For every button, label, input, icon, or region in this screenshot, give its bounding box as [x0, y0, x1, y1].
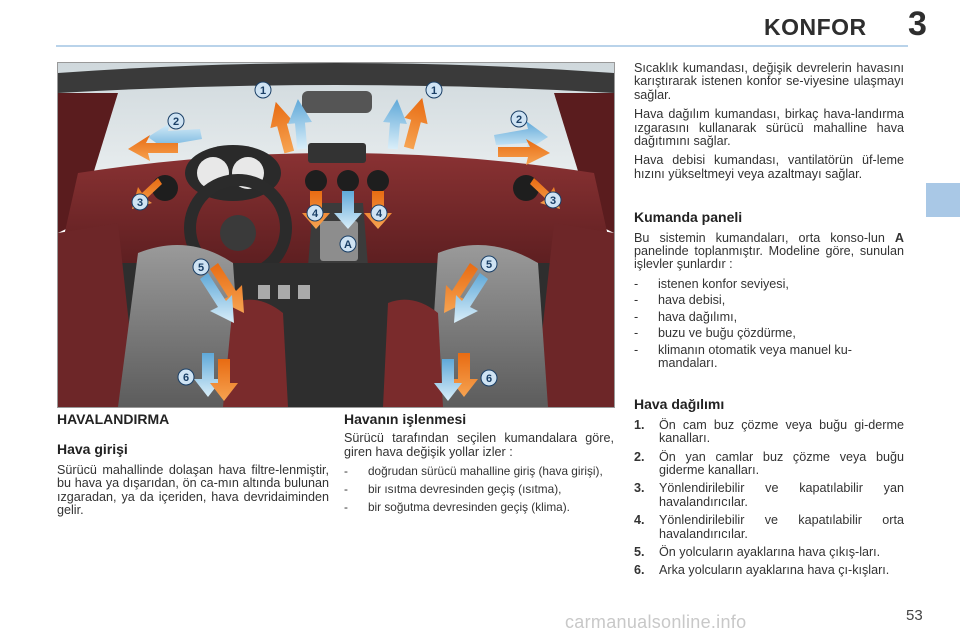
watermark: carmanualsonline.info: [565, 612, 747, 632]
page-title: KONFOR: [764, 14, 867, 40]
chapter-number: 3: [908, 5, 927, 43]
ventilation-illustration: [57, 62, 615, 408]
label-6-right: 6: [485, 373, 493, 385]
section-heading-ventilation: HAVALANDIRMA: [57, 411, 170, 427]
air-intake-paragraph: Sürücü mahallinde dolaşan hava filtre-lenmiştir, bu hava ya dışarıdan, ön ca-mın altında bulunan ızgaradan, ya da içeriden, hava devridaiminden gelir.: [57, 462, 329, 518]
label-3-right: 3: [549, 195, 557, 207]
list-item: - bir soğutma devresinden geçiş (klima).: [344, 499, 570, 514]
air-treatment-section: [344, 413, 614, 519]
list-item: 1. Ön cam buz çözme veya buğu gi-derme kanalları.: [634, 417, 904, 446]
control-panel-paragraph: Bu sistemin kumandaları, orta konso-lun A panelinde toplanmıştır. Modeline göre, sunulan işlevler şunlardır :: [634, 230, 905, 272]
subheading-air-distribution: Hava dağılımı: [634, 396, 725, 413]
label-2-left: 2: [172, 116, 180, 128]
header-divider: [56, 45, 908, 47]
label-3-left: 3: [136, 197, 144, 209]
label-1-right: 1: [430, 85, 438, 97]
temperature-paragraph: Sıcaklık kumandası, değişik devrelerin havasını karıştırarak istenen konfor se-viyesine ulaşmayı sağlar.: [634, 61, 904, 102]
list-item: 3. Yönlendirilebilir ve kapatılabilir yan havalandırıcılar.: [634, 481, 904, 509]
list-item: 4. Yönlendirilebilir ve kapatılabilir orta havalandırıcılar.: [634, 513, 904, 541]
label-1-left: 1: [259, 85, 267, 97]
list-item: - bir ısıtma devresinden geçiş (ısıtma),: [344, 482, 562, 497]
list-item: 6. Arka yolcuların ayaklarına hava çı-kışları.: [634, 563, 890, 578]
label-5-left: 5: [197, 262, 205, 274]
label-4-left: 4: [311, 208, 319, 220]
subheading-air-intake: Hava girişi: [57, 441, 128, 458]
cabin-drawing: [58, 63, 614, 407]
list-item: - hava dağılımı,: [634, 309, 738, 324]
list-item: - buzu ve buğu çözdürme,: [634, 326, 796, 341]
flow-paragraph: Hava debisi kumandası, vantilatörün üf-leme hızını yükseltmeyi veya azaltmayı sağlar.: [634, 153, 904, 181]
page-number: 53: [906, 607, 923, 624]
list-item: 5. Ön yolcuların ayaklarına hava çıkış-ları.: [634, 544, 881, 559]
label-a-panel: A: [344, 239, 352, 251]
label-6-left: 6: [182, 372, 190, 384]
chapter-tab: [926, 183, 960, 217]
ventilation-section: [57, 413, 329, 523]
list-item: - istenen konfor seviyesi,: [634, 276, 789, 291]
label-5-right: 5: [485, 259, 493, 271]
subheading-air-treatment: Havanın işlenmesi: [344, 411, 467, 427]
controls-section: [634, 62, 904, 583]
label-2-right: 2: [515, 114, 523, 126]
list-item: 2. Ön yan camlar buz çözme veya buğu giderme kanalları.: [634, 449, 904, 477]
label-4-right: 4: [375, 208, 383, 220]
list-item: - doğrudan sürücü mahalline giriş (hava girişi),: [344, 464, 603, 479]
list-item: - klimanın otomatik veya manuel ku-mandaları.: [634, 342, 852, 370]
distribution-paragraph: Hava dağılım kumandası, birkaç hava-landırma ızgarasını kullanarak sürücü mahalline hava dağıtımını sağlar.: [634, 107, 904, 149]
list-item: - hava debisi,: [634, 293, 726, 308]
subheading-control-panel: Kumanda paneli: [634, 209, 743, 226]
air-treatment-paragraph: Sürücü tarafından seçilen kumandalara göre, giren hava değişik yollar izler :: [344, 431, 614, 459]
